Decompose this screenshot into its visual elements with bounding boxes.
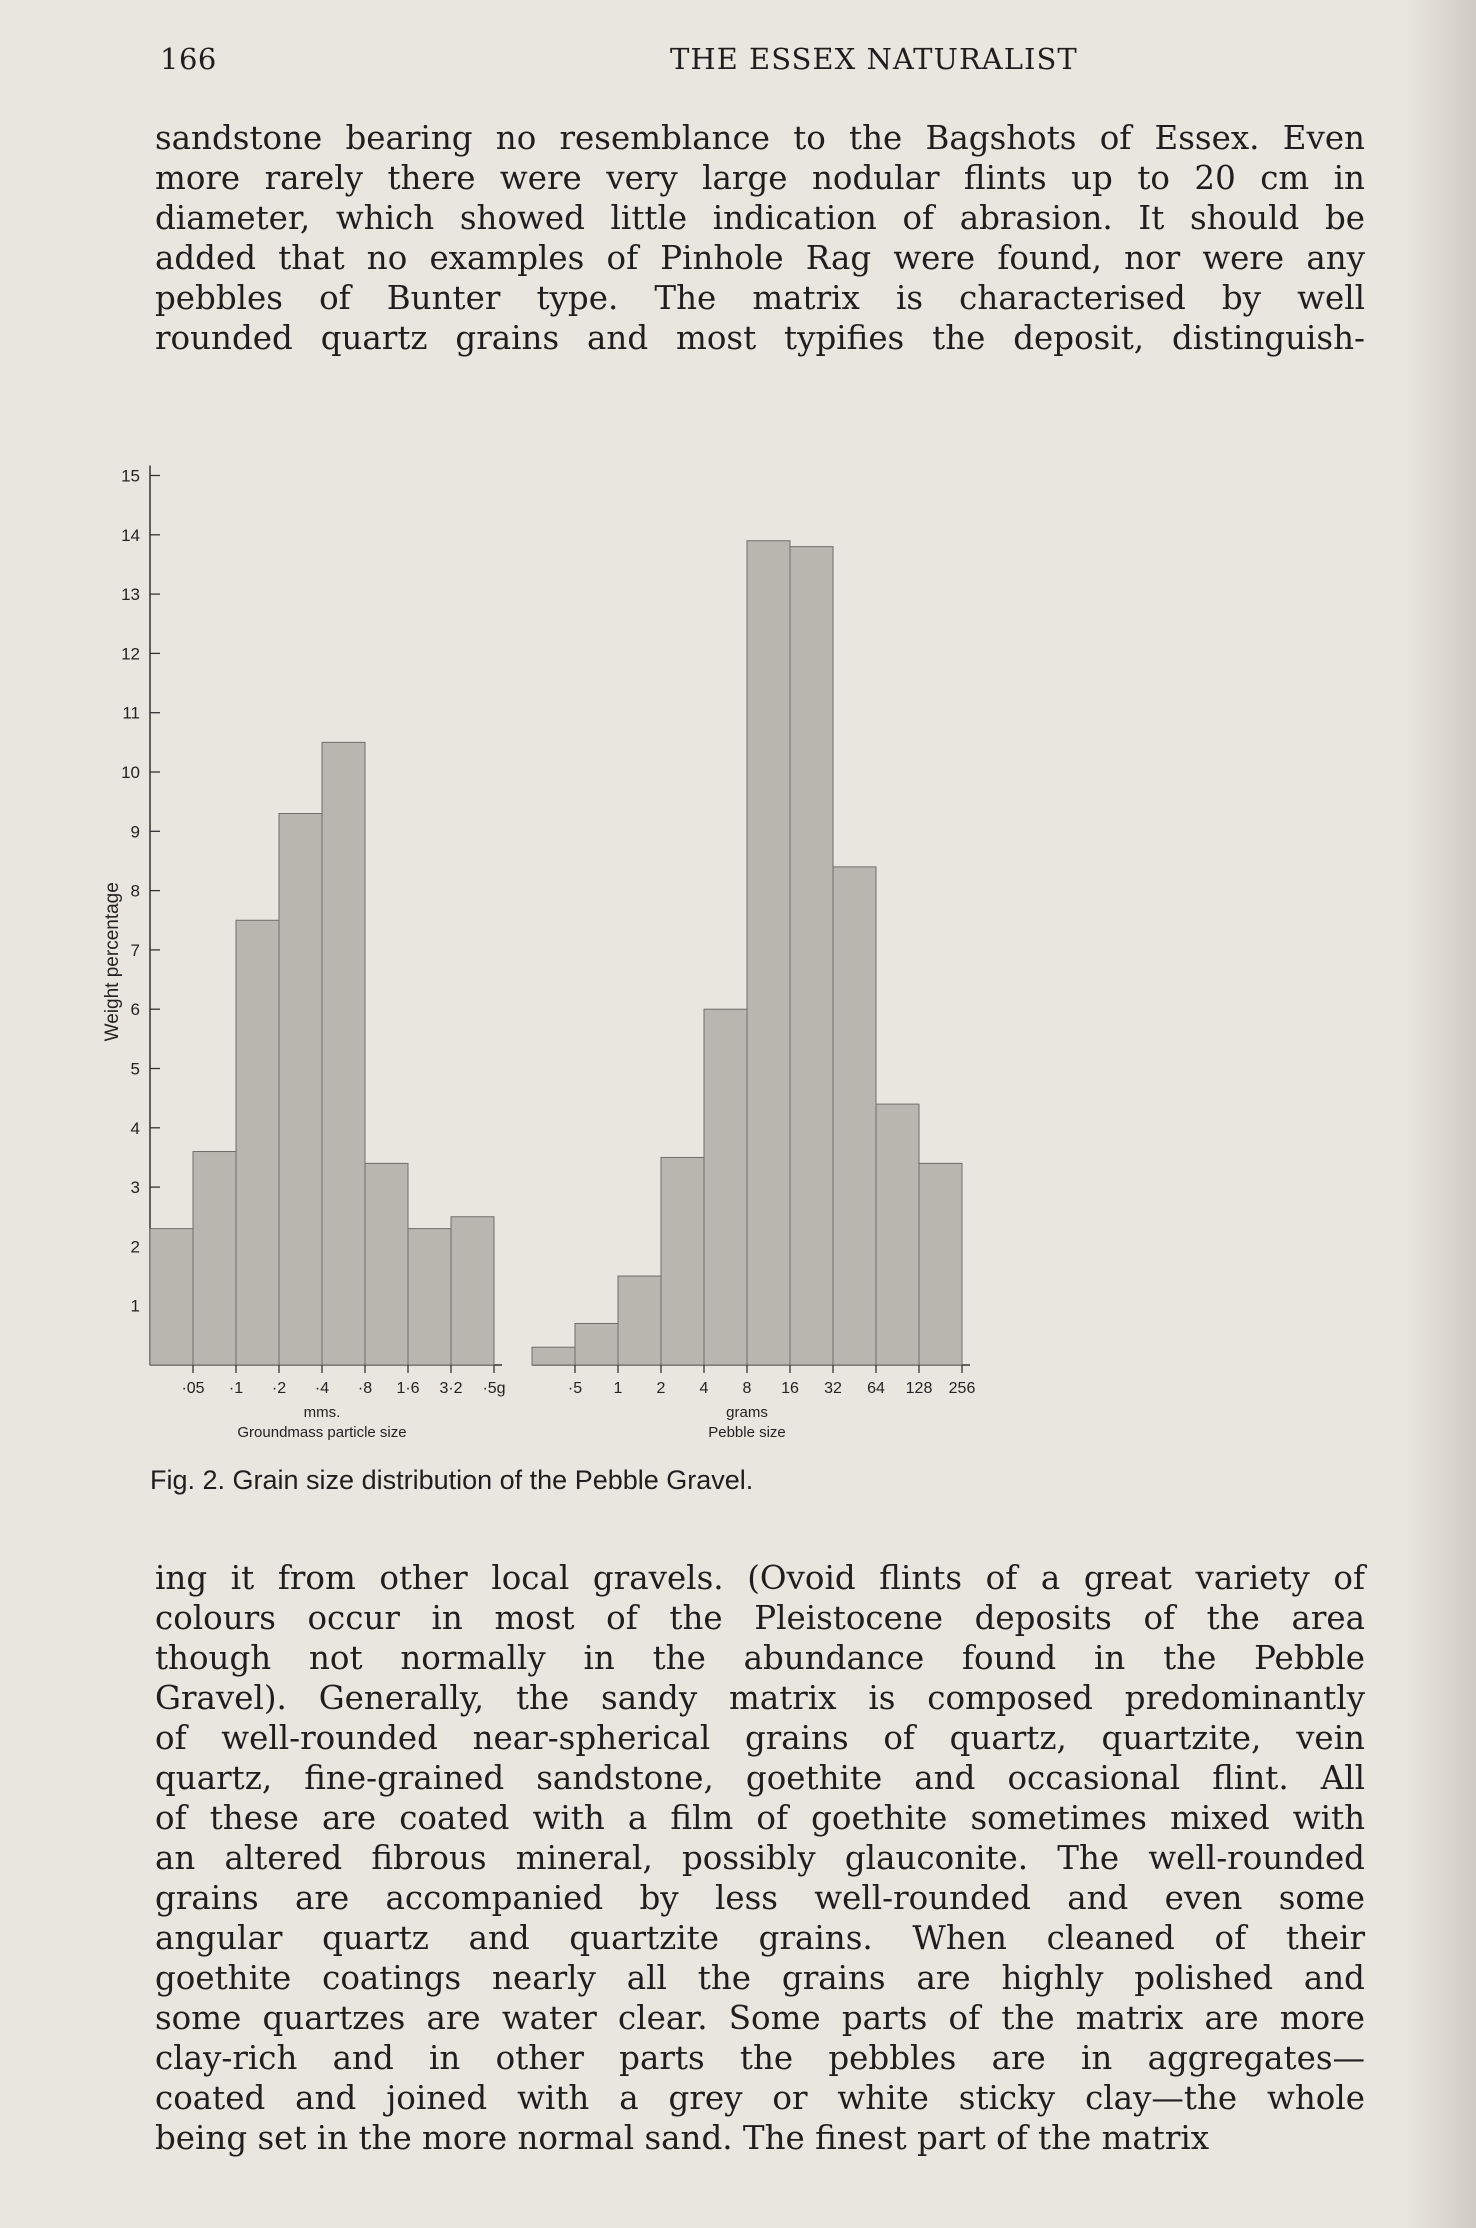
text-line: grains are accompanied by less well-rounded and even some	[155, 1879, 1365, 1917]
x-axis-unit: grams	[726, 1404, 768, 1421]
y-tick-label: 2	[130, 1237, 140, 1257]
paragraph-top	[155, 118, 1365, 358]
text-line: Gravel). Generally, the sandy matrix is composed predominantly	[155, 1679, 1365, 1717]
text-line: more rarely there were very large nodular flints up to 20 cm in	[155, 159, 1365, 197]
page-number: 166	[160, 42, 217, 76]
x-axis-title: Groundmass particle size	[237, 1424, 407, 1441]
histogram-bar	[876, 1104, 919, 1365]
x-axis-title: Pebble size	[708, 1424, 786, 1441]
x-tick-label: ·4	[314, 1380, 330, 1397]
histogram-bar	[919, 1163, 962, 1365]
x-tick-label: ·05	[181, 1380, 205, 1397]
histogram-bar	[618, 1276, 661, 1365]
y-tick-label: 11	[122, 703, 140, 723]
y-tick-label: 15	[121, 466, 140, 486]
x-tick-label: 128	[905, 1380, 933, 1397]
histogram-bar	[236, 920, 279, 1365]
x-tick-label: ·5g	[482, 1380, 506, 1397]
text-line: though not normally in the abundance found in the Pebble	[155, 1639, 1365, 1677]
x-tick-label: ·8	[357, 1380, 373, 1397]
x-tick-label: ·5	[567, 1380, 583, 1397]
x-tick-label: 2	[656, 1380, 666, 1397]
x-tick-label: 16	[781, 1380, 799, 1397]
histogram-bar	[408, 1229, 451, 1365]
text-line: clay-rich and in other parts the pebbles are in aggregates—	[155, 2039, 1365, 2077]
histogram-bar	[532, 1347, 575, 1365]
text-line: an altered fibrous mineral, possibly glauconite. The well-rounded	[155, 1839, 1365, 1877]
paragraph-bottom	[155, 1558, 1365, 2158]
histogram-bar	[833, 867, 876, 1365]
y-tick-label: 3	[130, 1178, 140, 1198]
x-tick-label: 3·2	[439, 1380, 463, 1397]
y-tick-label: 1	[130, 1296, 140, 1316]
text-line: some quartzes are water clear. Some parts of the matrix are more	[155, 1999, 1365, 2037]
x-tick-label: 1·6	[396, 1380, 420, 1397]
text-line: goethite coatings nearly all the grains are highly polished and	[155, 1959, 1365, 1997]
y-tick-label: 7	[130, 940, 140, 960]
histogram-bar	[451, 1217, 494, 1365]
text-line: colours occur in most of the Pleistocene deposits of the area	[155, 1599, 1365, 1637]
text-line: being set in the more normal sand. The finest part of the matrix	[155, 2119, 1210, 2157]
x-tick-label: 32	[824, 1380, 842, 1397]
figure-caption: Fig. 2. Grain size distribution of the Pebble Gravel.	[150, 1465, 754, 1495]
histogram-bar	[704, 1009, 747, 1365]
histogram-bar	[279, 814, 322, 1365]
figure-grain-size	[102, 415, 1370, 1535]
text-line: angular quartz and quartzite grains. When cleaned of their	[155, 1919, 1365, 1957]
x-tick-label: ·1	[228, 1380, 244, 1397]
histogram-bar	[661, 1157, 704, 1365]
x-tick-label: 8	[742, 1380, 752, 1397]
x-tick-label: 64	[867, 1380, 885, 1397]
text-line: diameter, which showed little indication of abrasion. It should be	[155, 199, 1365, 237]
x-tick-label: ·2	[271, 1380, 287, 1397]
x-tick-label: 256	[948, 1380, 976, 1397]
histogram-bar	[790, 547, 833, 1365]
y-tick-label: 12	[121, 644, 140, 664]
text-line: ing it from other local gravels. (Ovoid flints of a great variety of	[155, 1559, 1365, 1597]
y-tick-label: 13	[121, 585, 140, 605]
histogram-bar	[365, 1163, 408, 1365]
text-line: of these are coated with a film of goethite sometimes mixed with	[155, 1799, 1365, 1837]
histogram-bar	[575, 1323, 618, 1365]
y-tick-label: 14	[121, 525, 140, 545]
y-axis-title: Weight percentage	[102, 882, 123, 1042]
text-line: of well-rounded near-spherical grains of quartz, quartzite, vein	[155, 1719, 1365, 1757]
x-tick-label: 1	[613, 1380, 623, 1397]
x-tick-label: 4	[699, 1380, 709, 1397]
text-line: quartz, fine-grained sandstone, goethite and occasional flint. All	[155, 1759, 1365, 1797]
y-tick-label: 4	[130, 1118, 140, 1138]
y-tick-label: 5	[130, 1059, 140, 1079]
y-tick-label: 10	[121, 763, 140, 782]
x-axis-unit: mms.	[303, 1404, 341, 1421]
grain-size-histogram	[102, 415, 1370, 1455]
text-line: rounded quartz grains and most typifies the deposit, distinguish-	[155, 319, 1365, 357]
y-tick-label: 8	[130, 881, 140, 901]
histogram-bar	[150, 1229, 193, 1365]
y-tick-label: 9	[130, 822, 140, 842]
text-line: coated and joined with a grey or white sticky clay—the whole	[155, 2079, 1365, 2117]
page-gutter-shadow	[1406, 0, 1476, 2228]
journal-title: THE ESSEX NATURALIST	[670, 42, 1078, 76]
running-head	[150, 42, 1370, 82]
y-tick-label: 6	[130, 1000, 140, 1020]
text-line: sandstone bearing no resemblance to the Bagshots of Essex. Even	[155, 119, 1365, 157]
histogram-bar	[193, 1152, 236, 1365]
text-line: pebbles of Bunter type. The matrix is characterised by well	[155, 279, 1365, 317]
text-line: added that no examples of Pinhole Rag were found, nor were any	[155, 239, 1365, 277]
histogram-bar	[322, 742, 365, 1365]
histogram-bar	[747, 541, 790, 1365]
